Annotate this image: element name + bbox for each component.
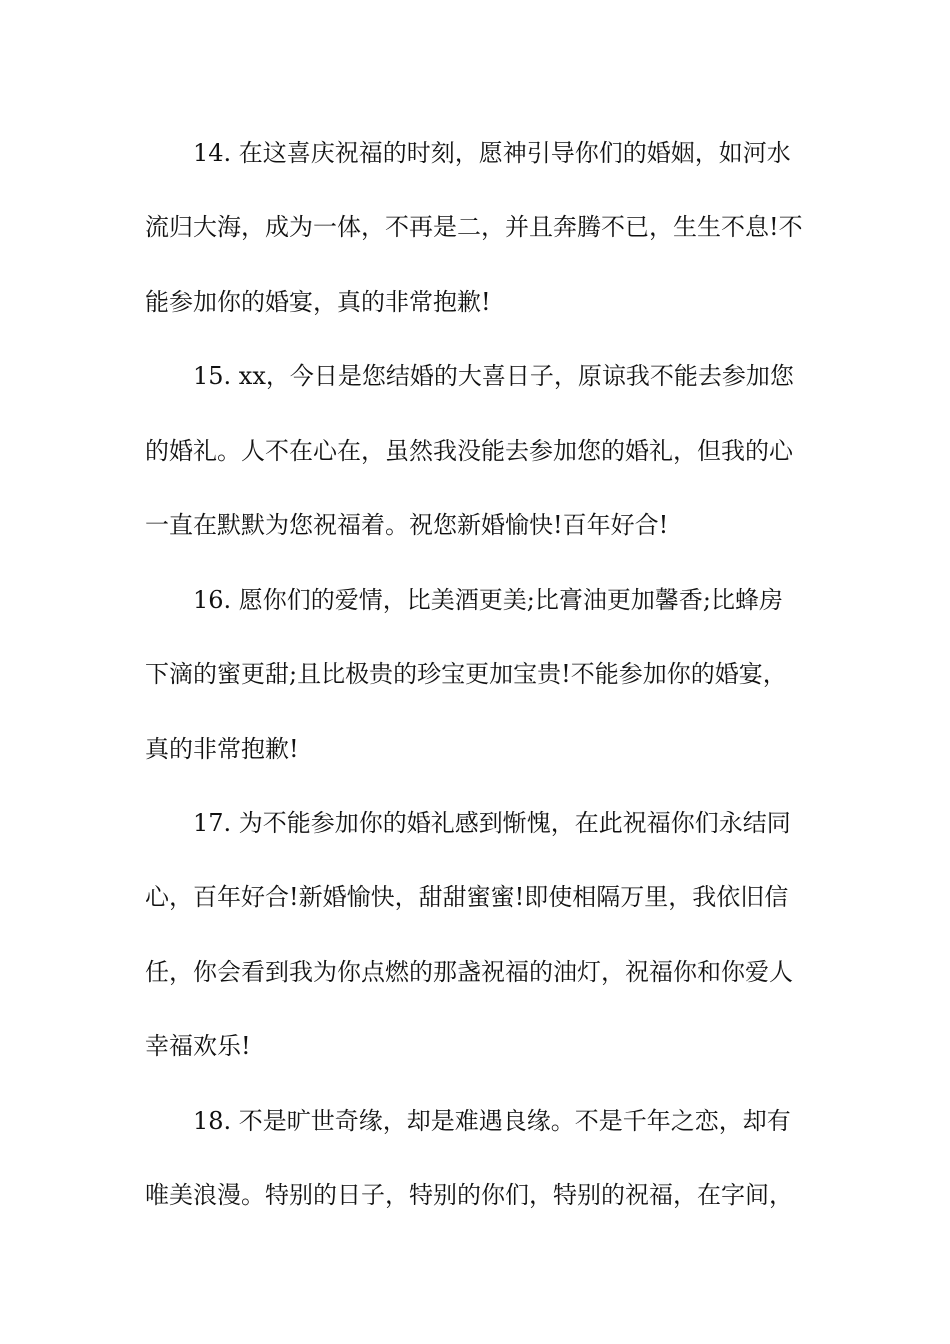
- paragraph-17-line-2: 心，百年好合!新婚愉快，甜甜蜜蜜!即使相隔万里，我依旧信: [145, 883, 789, 911]
- paragraph-15-line-1: 15. xx，今日是您结婚的大喜日子，原谅我不能去参加您: [193, 362, 794, 390]
- paragraph-18-line-1: 18. 不是旷世奇缘，却是难遇良缘。不是千年之恋，却有: [193, 1107, 791, 1135]
- paragraph-16-line-1: 16. 愿你们的爱情，比美酒更美;比膏油更加馨香;比蜂房: [193, 586, 783, 614]
- paragraph-14-line-2: 流归大海，成为一体，不再是二，并且奔腾不已，生生不息!不: [145, 213, 803, 241]
- paragraph-17-line-1: 17. 为不能参加你的婚礼感到惭愧，在此祝福你们永结同: [193, 809, 791, 837]
- paragraph-14-line-1: 14. 在这喜庆祝福的时刻，愿神引导你们的婚姻，如河水: [193, 139, 791, 167]
- paragraph-15-line-3: 一直在默默为您祝福着。祝您新婚愉快!百年好合!: [145, 511, 669, 539]
- paragraph-14-line-3: 能参加你的婚宴，真的非常抱歉!: [145, 288, 491, 316]
- paragraph-17-line-4: 幸福欢乐!: [145, 1032, 251, 1060]
- paragraph-16-line-2: 下滴的蜜更甜;且比极贵的珍宝更加宝贵!不能参加你的婚宴，: [145, 660, 787, 688]
- paragraph-18-line-2: 唯美浪漫。特别的日子，特别的你们，特别的祝福，在字间，: [145, 1181, 793, 1209]
- paragraph-17-line-3: 任，你会看到我为你点燃的那盏祝福的油灯，祝福你和你爱人: [145, 958, 793, 986]
- paragraph-16-line-3: 真的非常抱歉!: [145, 735, 299, 763]
- paragraph-15-line-2: 的婚礼。人不在心在，虽然我没能去参加您的婚礼，但我的心: [145, 437, 793, 465]
